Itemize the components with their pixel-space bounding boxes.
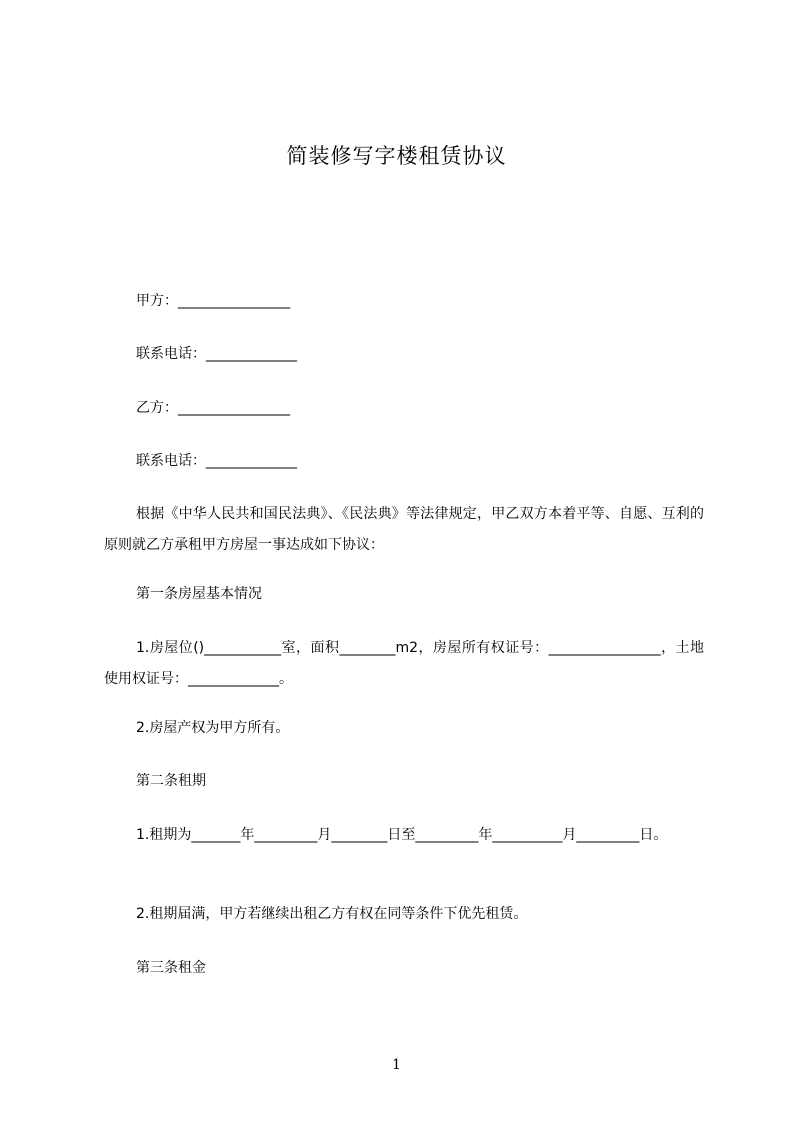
- article-2-heading: 第二条租期: [136, 773, 206, 789]
- party-b-line: 乙方：________________: [136, 400, 290, 416]
- party-a-phone-line: 联系电话：_____________: [136, 346, 297, 362]
- page-number: 1: [392, 1057, 401, 1073]
- article-2-item-1: 1.租期为_______年_________月________日至_________年__________月_________日。: [136, 827, 668, 843]
- article-3-heading: 第三条租金: [136, 960, 206, 976]
- article-1-item-1: 1.房屋位()___________室，面积________m2，房屋所有权证号：________________，土地使用权证号：_____________。: [104, 640, 704, 687]
- party-a-line: 甲方：________________: [136, 293, 290, 309]
- preamble-paragraph: 根据《中华人民共和国民法典》、《民法典》等法律规定，甲乙双方本着平等、自愿、互利的原则就乙方承租甲方房屋一事达成如下协议：: [104, 506, 704, 553]
- party-b-phone-line: 联系电话：_____________: [136, 453, 297, 469]
- article-1-item-2: 2.房屋产权为甲方所有。: [136, 720, 290, 736]
- article-2-item-2: 2.租期届满，甲方若继续出租乙方有权在同等条件下优先租赁。: [136, 906, 528, 922]
- article-1-heading: 第一条房屋基本情况: [136, 586, 262, 602]
- document-title: 简装修写字楼租赁协议: [286, 144, 507, 168]
